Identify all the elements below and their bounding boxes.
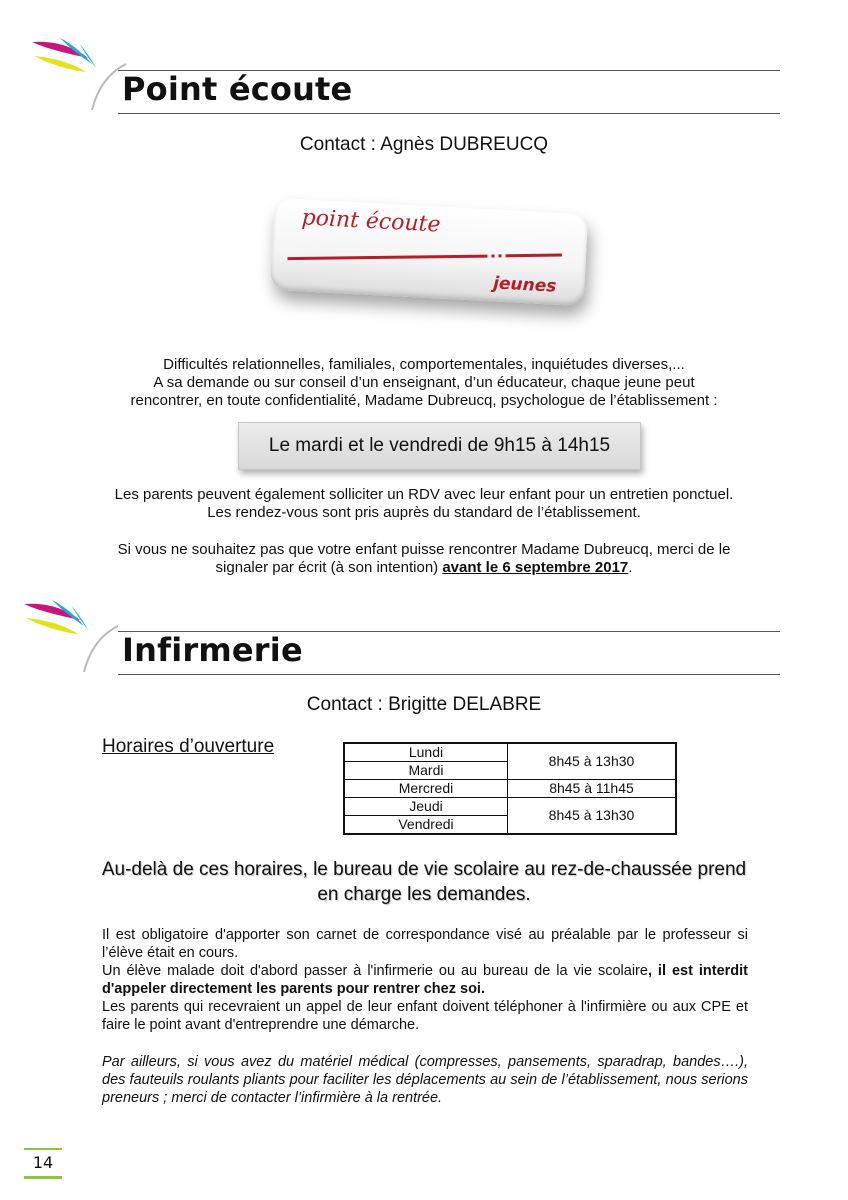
hours-cell: 8h45 à 13h30 [508, 743, 677, 780]
brand-swoosh-logo [26, 34, 130, 114]
brand-swoosh-logo [18, 596, 122, 676]
page-number [24, 1148, 62, 1172]
contact-line: Contact : Brigitte DELABRE [306, 694, 542, 715]
refusal-deadline: avant le 6 septembre 2017 [442, 559, 629, 576]
rule-text [102, 962, 748, 998]
badge-title: point écoute [300, 205, 442, 238]
equipment-request: Par ailleurs, si vous avez du matériel médical (compresses, pansements, sparadrap, bandes….), des fauteuils roulants pliants pour faciliter les déplacements au sein de l’établissement, nous serions preneurs ; merci de contacter l’infirmière à la rentrée. [102, 1054, 748, 1106]
parents-line: Les parents peuvent également solliciter un RDV avec leur enfant pour un entretien ponctuel. [114, 486, 734, 503]
intro-paragraph [0, 356, 848, 410]
section-rule-bottom [118, 674, 780, 675]
intro-line: rencontrer, en toute confidentialité, Madame Dubreucq, psychologue de l’établissement : [130, 392, 718, 409]
refusal-text: signaler par écrit (à son intention) [215, 559, 443, 576]
note-line: Au-delà de ces horaires, le bureau de vie scolaire au rez-de-chaussée prend [101, 859, 747, 880]
hours-heading: Horaires d’ouverture [102, 736, 275, 757]
refusal-line [0, 559, 848, 577]
day-cell: Lundi [344, 743, 508, 762]
rule-text: Il est obligatoire d'apporter son carnet de correspondance visé au préalable par le professeur si l’élève était en cours. [102, 927, 748, 961]
badge-subtitle: jeunes [492, 273, 557, 297]
table-row [344, 743, 676, 762]
parents-line: Les rendez-vous sont pris auprès du standard de l’établissement. [207, 504, 641, 521]
page-number-bar-top [24, 1148, 62, 1150]
section-title-infirmerie: Infirmerie [122, 631, 303, 669]
parents-paragraph [0, 486, 848, 522]
section-title-point-ecoute: Point écoute [122, 70, 353, 108]
intro-line: Difficultés relationnelles, familiales, comportementales, inquiétudes diverses,... [163, 356, 685, 373]
intro-line: A sa demande ou sur conseil d’un enseignant, d’un éducateur, chaque jeune peut [153, 374, 695, 391]
table-row [344, 780, 676, 798]
after-hours-note [0, 857, 848, 907]
rule-text-bold: , il est interdit d'appeler directement les parents pour rentrer chez soi. [102, 963, 748, 997]
day-cell: Jeudi [344, 798, 508, 816]
page-number-text: 14 [32, 1153, 54, 1172]
rules-paragraph [102, 926, 748, 1034]
point-ecoute-jeunes-logo [270, 198, 588, 306]
hours-cell: 8h45 à 13h30 [508, 798, 677, 835]
refusal-paragraph [0, 541, 848, 577]
hours-box [238, 422, 641, 470]
day-cell: Mercredi [344, 780, 508, 798]
rule-text: Les parents qui recevraient un appel de leur enfant doivent téléphoner à l'infirmière ou aux CPE et faire le point avant d'entreprendre une démarche. [102, 999, 748, 1033]
hours-cell: 8h45 à 11h45 [508, 780, 677, 798]
refusal-line: Si vous ne souhaitez pas que votre enfant puisse rencontrer Madame Dubreucq, merci de le [117, 541, 731, 558]
opening-hours-table [343, 742, 677, 835]
table-row [344, 798, 676, 816]
page-number-bar-bottom [24, 1176, 62, 1179]
section-rule-bottom [118, 113, 780, 114]
hours-text: Le mardi et le vendredi de 9h15 à 14h15 [268, 435, 611, 456]
day-cell: Mardi [344, 762, 508, 780]
rule-text-plain: Un élève malade doit d'abord passer à l'infirmerie ou au bureau de la vie scolaire [102, 963, 648, 979]
contact-line: Contact : Agnès DUBREUCQ [299, 134, 549, 155]
refusal-suffix: . [628, 559, 633, 576]
day-cell: Vendredi [344, 816, 508, 835]
note-line: en charge les demandes. [317, 884, 531, 905]
badge-swoosh-line [285, 239, 566, 278]
